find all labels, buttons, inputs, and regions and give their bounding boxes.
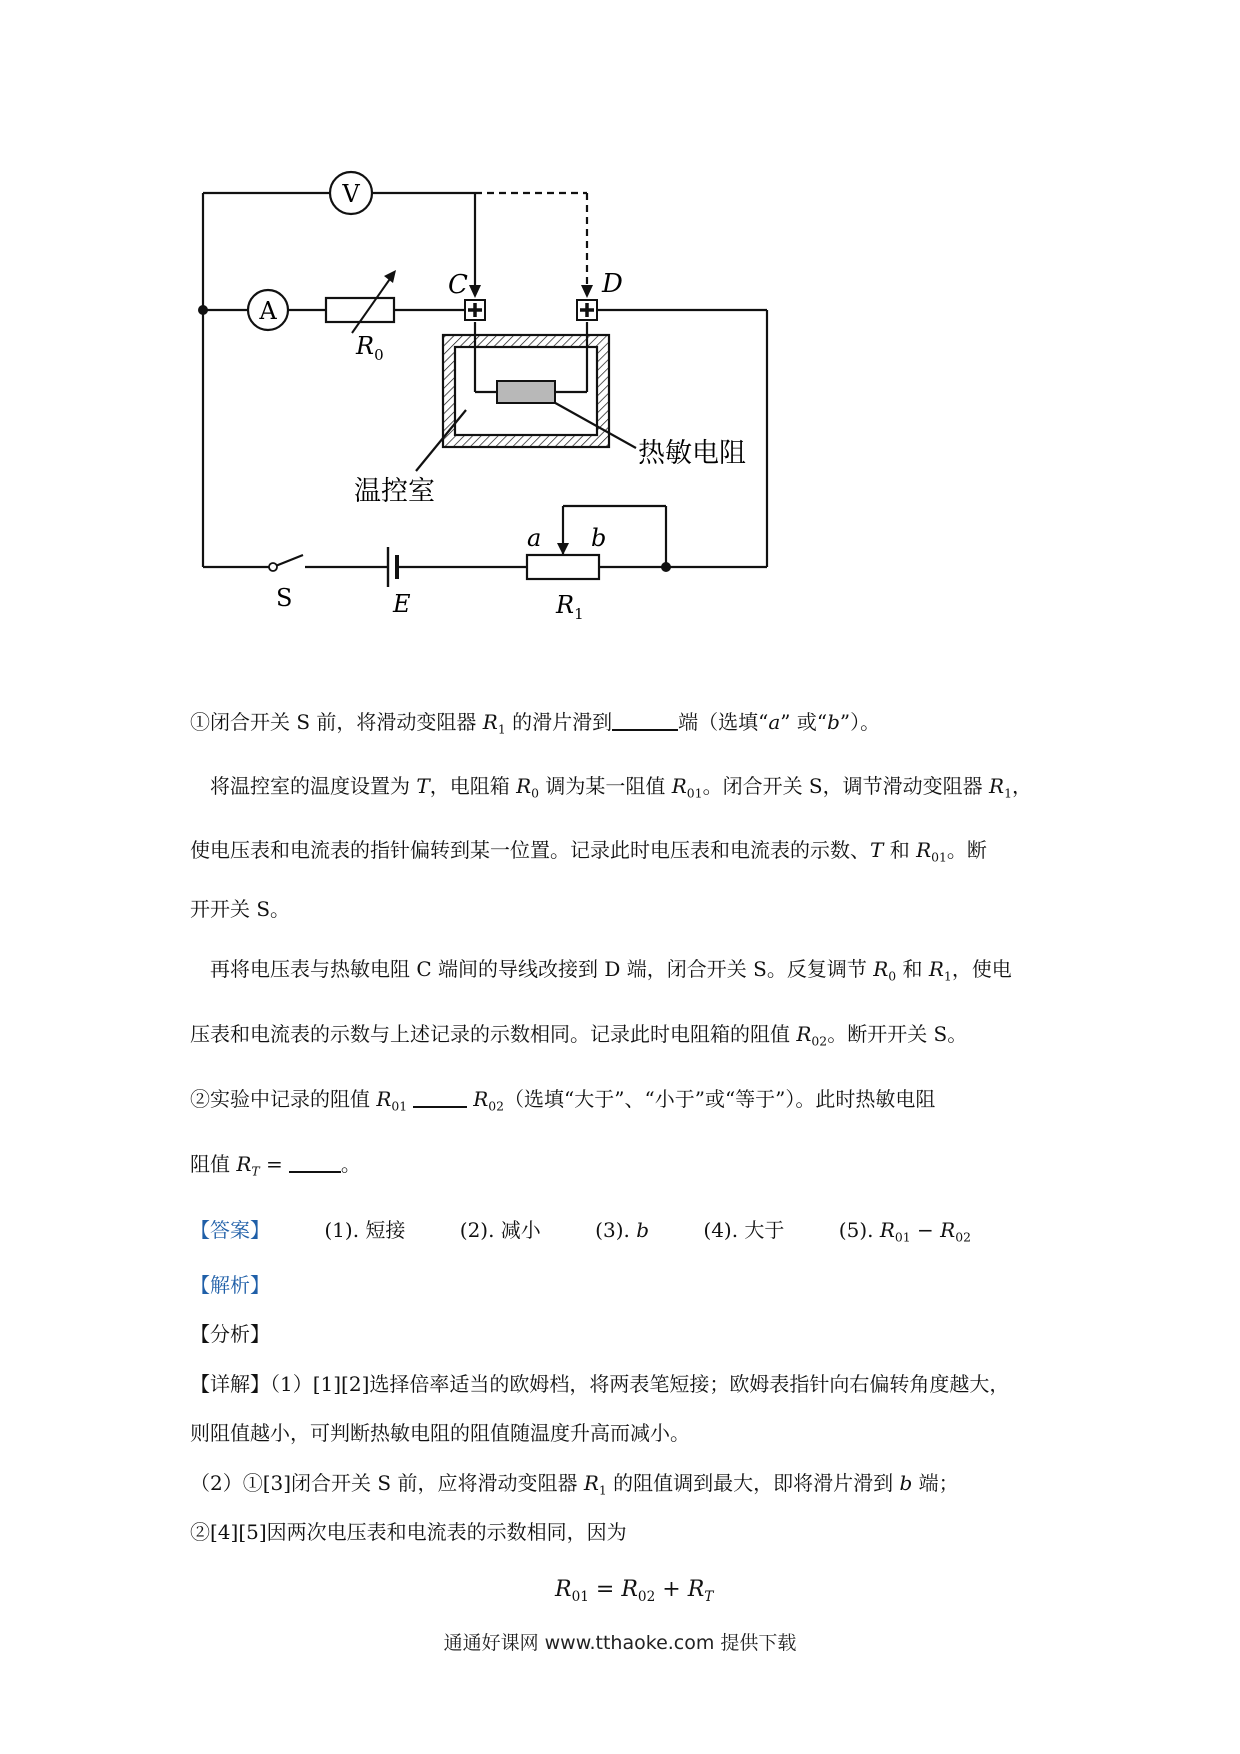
answer-blank <box>612 709 678 731</box>
p3-text-b: 和 <box>883 838 917 862</box>
subscript: 02 <box>488 1098 505 1114</box>
answer-label: 【答案】 <box>190 1218 270 1242</box>
p2-text-e: ， <box>1011 774 1032 798</box>
subscript: 01 <box>571 1588 589 1605</box>
paragraph-3 <box>190 834 987 873</box>
option-b: b <box>827 710 840 734</box>
r-symbol: R <box>236 1152 252 1176</box>
r-symbol: R <box>555 1577 572 1602</box>
rbox-letter: R <box>356 332 375 360</box>
subscript: 02 <box>637 1588 656 1605</box>
r-symbol: R <box>879 1218 895 1242</box>
subscript: T <box>704 1588 714 1605</box>
formula <box>555 1577 713 1605</box>
thermistor-label: 热敏电阻 <box>638 438 746 469</box>
t-symbol: T <box>870 838 884 862</box>
answer-5 <box>839 1214 971 1253</box>
r-symbol: R <box>671 774 687 798</box>
switch-label: S <box>276 584 293 612</box>
end-b-label: b <box>591 524 607 552</box>
r-symbol: R <box>376 1087 392 1111</box>
q1-text-c: 端（选填“ <box>678 710 769 734</box>
paragraph-4 <box>190 893 290 925</box>
subscript: T <box>251 1163 260 1179</box>
end-b-symbol: b <box>899 1471 913 1495</box>
detail-line-4: ②[4][5]因两次电压表和电流表的示数相同，因为 <box>190 1520 627 1544</box>
voltmeter-label: V <box>342 180 360 208</box>
answer-2: (2). 减小 <box>459 1218 541 1242</box>
detail-text-1: （1）[1][2]选择倍率适当的欧姆档，将两表笔短接；欧姆表指针向右偏转角度越大， <box>270 1372 1010 1396</box>
rbox-subscript: 0 <box>374 346 384 364</box>
q1-text-e: ”）。 <box>839 710 881 734</box>
subscript: 01 <box>931 849 947 865</box>
subscript: 1 <box>943 968 952 984</box>
answer-line <box>190 1214 971 1253</box>
subscript: 02 <box>811 1033 828 1049</box>
p3-text-a: 使电压表和电流表的指针偏转到某一位置。记录此时电压表和电流表的示数、 <box>190 838 870 862</box>
rheostat-subscript: 1 <box>574 605 584 623</box>
detail-3-text-b: 的阻值调到最大，即将滑片滑到 <box>606 1471 900 1495</box>
paragraph-2 <box>210 770 1032 809</box>
analysis-label: 【解析】 <box>190 1273 270 1297</box>
p8-text-a: 阻值 <box>190 1152 237 1176</box>
rheostat-letter: R <box>556 591 575 619</box>
detail-line-1 <box>190 1368 1009 1400</box>
p4-text: 开开关 S。 <box>190 897 291 921</box>
answer-1: (1). 短接 <box>324 1218 406 1242</box>
detail-line-3 <box>190 1467 959 1506</box>
paragraph-8 <box>190 1148 361 1187</box>
rheostat-label <box>555 591 584 623</box>
r-symbol: R <box>873 957 889 981</box>
equals-sign: = <box>588 1577 622 1602</box>
rbox-label <box>355 332 384 364</box>
answer-4: (4). 大于 <box>703 1218 785 1242</box>
r-symbol: R <box>482 710 498 734</box>
r-symbol: R <box>516 774 532 798</box>
p5-text-b: 和 <box>896 957 929 981</box>
answer-blank <box>413 1086 467 1108</box>
subscript: 01 <box>686 785 703 801</box>
subscript: 1 <box>598 1482 607 1498</box>
r-symbol: R <box>473 1087 489 1111</box>
detail-label: 【详解】 <box>190 1372 270 1396</box>
r-symbol: R <box>916 838 932 862</box>
q1-text-b: 的滑片滑到 <box>505 710 613 734</box>
end-a-label: a <box>527 524 542 552</box>
question-1 <box>190 706 880 745</box>
r-symbol: R <box>940 1218 956 1242</box>
equals-sign: = <box>259 1152 283 1176</box>
p6-text-a: 压表和电流表的示数与上述记录的示数相同。记录此时电阻箱的阻值 <box>190 1022 797 1046</box>
p2-text-b: ，电阻箱 <box>429 774 517 798</box>
subscript: 1 <box>497 721 506 737</box>
detail-line-2: 则阻值越小，可判断热敏电阻的阻值随温度升高而减小。 <box>190 1421 690 1445</box>
subscript: 0 <box>888 968 897 984</box>
plus-sign: + <box>655 1577 688 1602</box>
terminal-c-label: C <box>448 270 468 300</box>
p5-text-c: ，使电 <box>951 957 1012 981</box>
chamber-label: 温控室 <box>354 476 435 507</box>
r-symbol: R <box>928 957 944 981</box>
page-footer: 通通好课网 www.tthaoke.com 提供下载 <box>443 1632 797 1654</box>
p8-text-end: 。 <box>340 1152 361 1176</box>
subscript: 1 <box>1004 785 1012 801</box>
answer-3-value: b <box>636 1218 650 1242</box>
answer-3 <box>595 1214 649 1246</box>
r-symbol: R <box>687 1577 705 1602</box>
detail-3-text-c: 端； <box>912 1471 959 1495</box>
battery-label: E <box>393 590 411 618</box>
circuit-diagram <box>150 150 800 630</box>
r-symbol: R <box>989 774 1005 798</box>
fenxi-label: 【分析】 <box>190 1322 270 1346</box>
r-symbol: R <box>583 1471 599 1495</box>
paragraph-5 <box>210 953 1012 992</box>
q1-text-d: ” 或“ <box>780 710 828 734</box>
answer-blank <box>289 1151 341 1173</box>
r-symbol: R <box>796 1022 812 1046</box>
q2-text-a: ②实验中记录的阻值 <box>190 1087 377 1111</box>
answer-5-number: (5). <box>838 1218 880 1242</box>
p6-text-b: 。断开开关 S。 <box>827 1022 968 1046</box>
subscript: 0 <box>531 785 540 801</box>
option-a: a <box>768 710 781 734</box>
minus-sign: − <box>910 1218 941 1242</box>
t-symbol: T <box>416 774 430 798</box>
paragraph-6 <box>190 1018 967 1057</box>
p2-text-d: 。闭合开关 S，调节滑动变阻器 <box>702 774 989 798</box>
ammeter-label: A <box>259 297 277 325</box>
terminal-d-label: D <box>602 269 623 299</box>
p3-text-c: 。断 <box>946 838 987 862</box>
subscript: 01 <box>391 1098 408 1114</box>
q2-text-b: （选填“大于”、“小于”或“等于”）。此时热敏电阻 <box>504 1087 936 1111</box>
subscript: 01 <box>894 1229 911 1245</box>
p2-text-c: 调为某一阻值 <box>539 774 672 798</box>
q1-text-a: ①闭合开关 S 前，将滑动变阻器 <box>190 710 483 734</box>
r-symbol: R <box>621 1577 638 1602</box>
question-2 <box>190 1083 935 1122</box>
subscript: 02 <box>955 1229 972 1245</box>
answer-3-number: (3). <box>595 1218 637 1242</box>
p5-text-a: 再将电压表与热敏电阻 C 端间的导线改接到 D 端，闭合开关 S。反复调节 <box>210 957 874 981</box>
detail-3-text-a: （2）①[3]闭合开关 S 前，应将滑动变阻器 <box>190 1471 584 1495</box>
p2-text-a: 将温控室的温度设置为 <box>210 774 417 798</box>
